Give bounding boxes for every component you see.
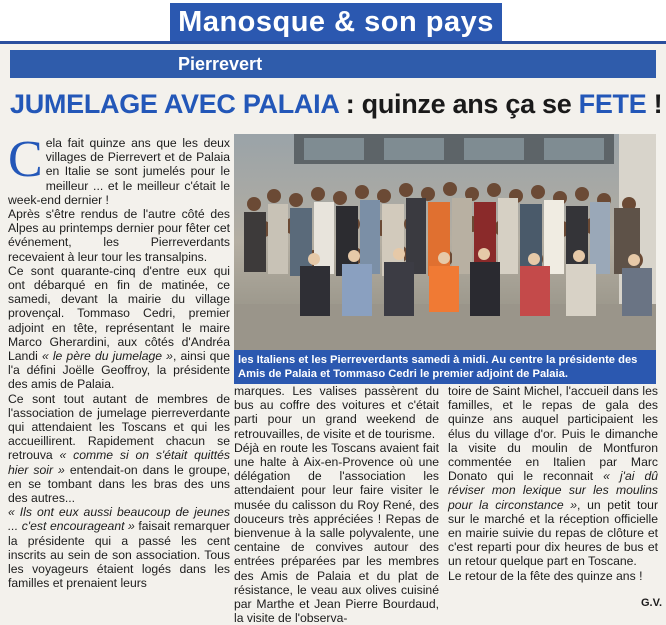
paragraph-4-quote: « comme si on s'était quittés hier soir » bbox=[8, 448, 230, 477]
col3-paragraph-1-quote: « j'ai dû réviser mon lexique sur les moulins pour la circonstance » bbox=[448, 469, 658, 512]
group-photo bbox=[234, 134, 656, 350]
paragraph-4-text: Ce sont tout autant de membres de l'association de jumelage pierreverdante qui attendaient les Toscans et qui les accueillirent. Rapidement chacun se retrouva bbox=[8, 391, 230, 463]
paragraph-4-end: entendait-on dans le groupe, en se tombant dans les bras des uns des autres... bbox=[8, 462, 230, 506]
paragraph-2: Après s'être rendus de l'autre côté des Alpes au printemps dernier pour fêter cet événement, les Pierreverdants recevaient à leur tour les transalpins. bbox=[8, 207, 230, 264]
paragraph-4 bbox=[8, 392, 230, 506]
paragraph-1 bbox=[8, 131, 230, 207]
headline-part-2: : quinze ans ça se bbox=[338, 89, 579, 119]
article-column-2 bbox=[234, 384, 439, 625]
section-label: Pierrevert bbox=[10, 50, 656, 78]
col3-paragraph-1 bbox=[448, 384, 658, 569]
paragraph-1-text: ela fait quinze ans que les deux villages de Pierrevert et de Palaia en Italie se sont jumelés pour le meilleur ... et le meilleur c'était le week-end dernier ! bbox=[8, 136, 230, 207]
page-banner bbox=[0, 0, 666, 44]
headline-part-3: FETE bbox=[578, 89, 647, 119]
paragraph-5 bbox=[8, 505, 230, 590]
paragraph-5-quote: « Ils ont eux aussi beaucoup de jeunes ... c'est encourageant » bbox=[8, 505, 230, 534]
paragraph-3 bbox=[8, 264, 230, 392]
col2-paragraph-2: Déjà en route les Toscans avaient fait une halte à Aix-en-Provence où une délégation de l'association les attendaient pour leur faire visiter le musée du calisson du Roy René, des douceurs très appréciées ! Repas de bienvenue à la salle polyvalente, une centaine de convives autour des entrées préparées par les membres des Amis de Palaia et du plat de résistance, le veau aux olives cuisiné par Marthe et Jean Pierre Bourdaud, la visite de l'observa- bbox=[234, 440, 439, 625]
banner-title: Manosque & son pays bbox=[170, 3, 502, 41]
paragraph-3-end: , ainsi que l'a défini Joëlle Geoffroy, la présidente des amis de Palaia. bbox=[8, 349, 230, 392]
paragraph-5-end: faisait remarquer la présidente qui a passé les cent inscrits au sein de son association. Tous les voyageurs étaient logés dans les familles et prenaient leurs bbox=[8, 519, 230, 591]
col3-paragraph-1-text: toire de Saint Michel, l'accueil dans les familles, et le repas de gala des quinze ans auquel participaient les élus du village d'or. Puis le dimanche la visite du moulin de Montfuron commentée en Italien par Marc Donato qui le reconnait bbox=[448, 384, 658, 484]
col3-paragraph-1-end: , un petit tour sur le marché et la réception officielle en mairie suivie du repas de clôture et c'est reparti pour dix heures de bus et un retour quelque part en Toscane. bbox=[448, 497, 658, 569]
drop-cap: C bbox=[8, 131, 43, 188]
headline-part-4: ! bbox=[646, 89, 663, 119]
article-headline bbox=[10, 84, 663, 124]
author-signature: G.V. bbox=[641, 597, 662, 609]
headline-part-1: JUMELAGE AVEC PALAIA bbox=[10, 89, 339, 119]
paragraph-3-quote: « le père du jumelage » bbox=[37, 349, 173, 364]
col3-paragraph-2: Le retour de la fête des quinze ans ! bbox=[448, 568, 643, 583]
group-photo-image bbox=[234, 134, 656, 350]
col2-paragraph-1: marques. Les valises passèrent du bus au coffre des voitures et c'était parti pour un grand weekend de retrouvailles, de visite et de tourisme. bbox=[234, 384, 439, 441]
photo-caption: les Italiens et les Pierreverdants samedi à midi. Au centre la présidente des Amis de Palaia et Tommaso Cedri le premier adjoint de Palaia. bbox=[234, 350, 656, 384]
paragraph-3-text: Ce sont quarante-cinq d'entre eux qui ont débarqué en fin de matinée, ce samedi, devant la mairie du village provençal. Tommaso Cedri, premier adjoint en tête, représentant le maire Marco Gherardini, aux côtés d'Andréa Landi bbox=[8, 263, 230, 364]
article-column-3 bbox=[448, 384, 658, 584]
article-column-1 bbox=[8, 131, 230, 618]
